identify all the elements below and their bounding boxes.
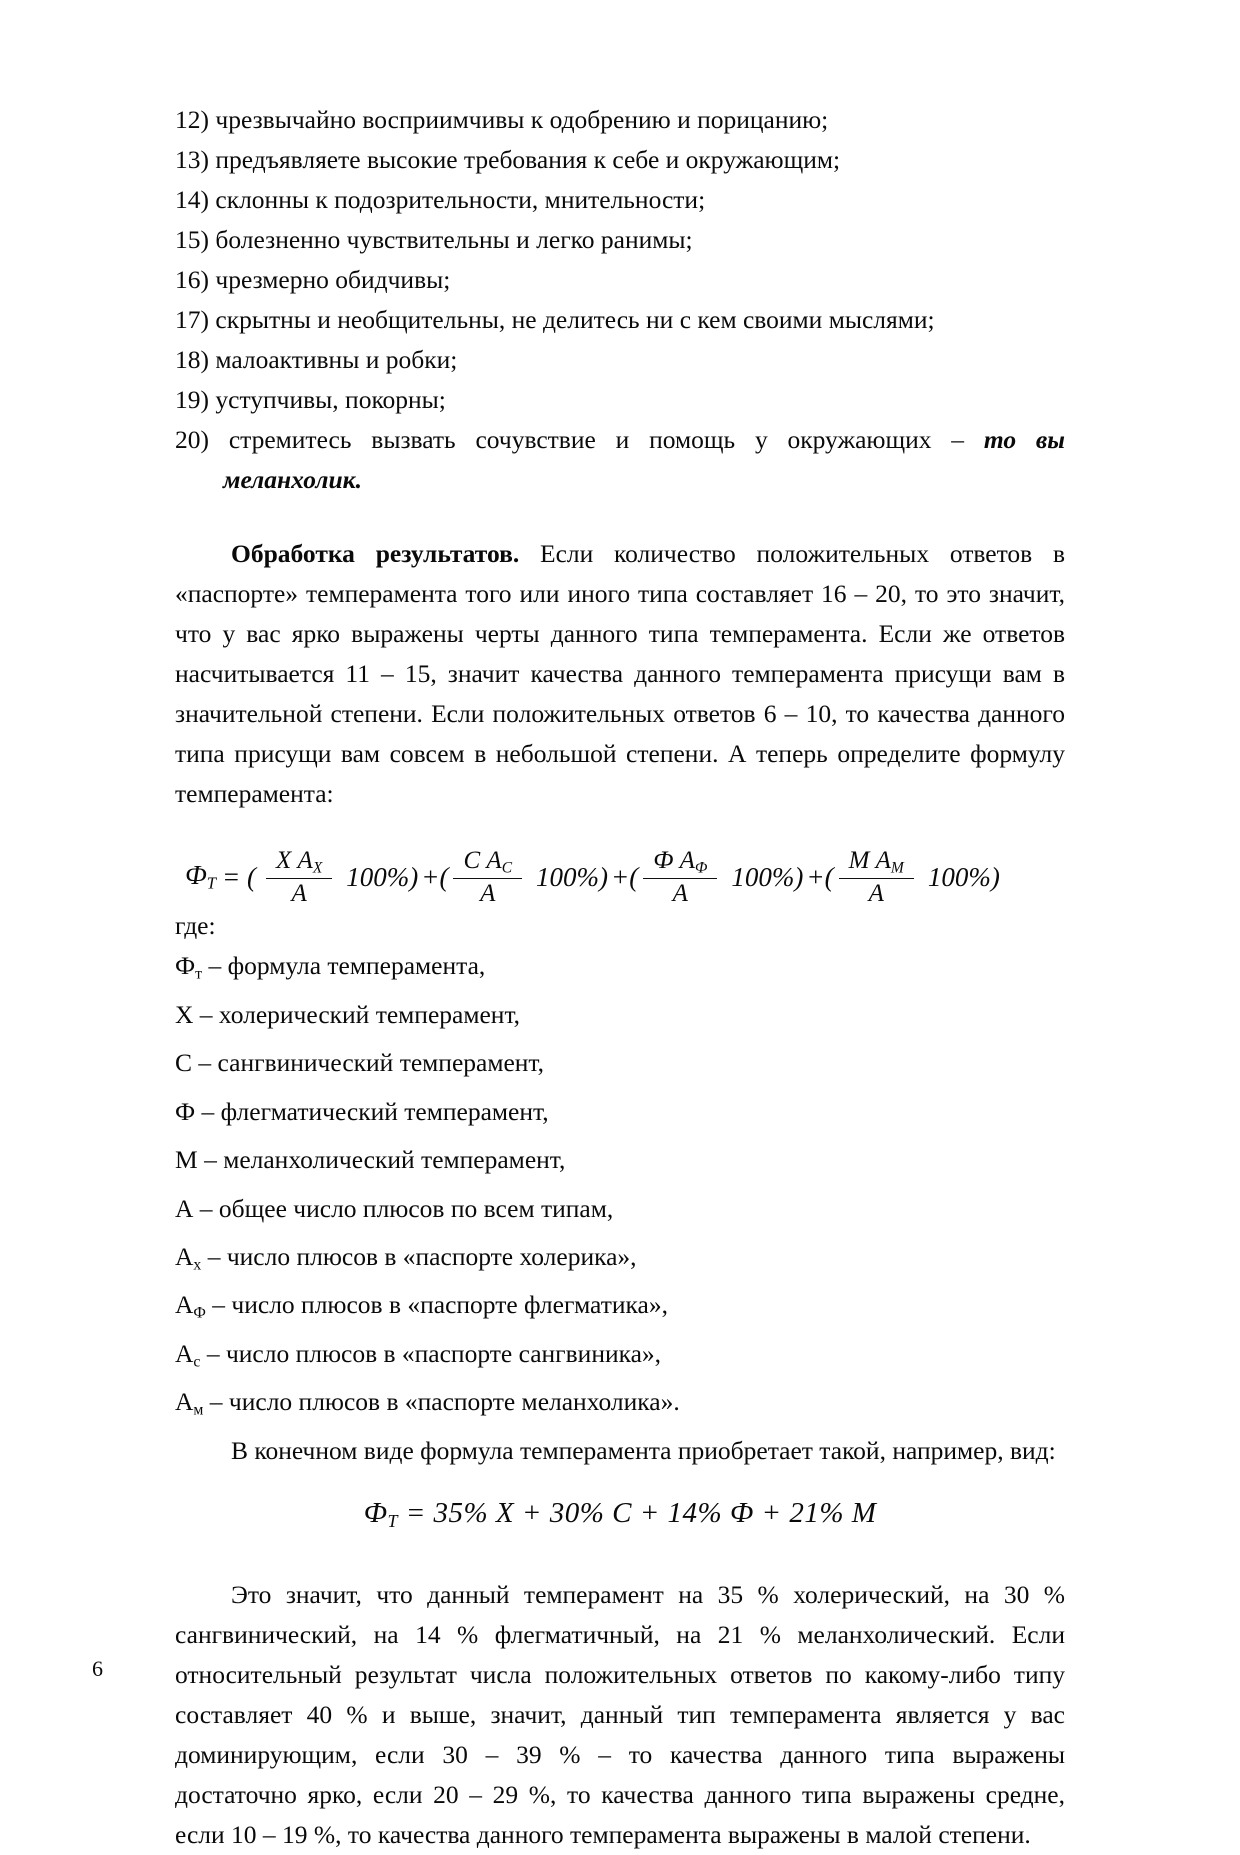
formula-joiner: +( [611, 861, 639, 892]
list-item-marker: 12) [175, 105, 209, 134]
legend-text: – сангвинический темперамент, [192, 1048, 545, 1078]
legend-text: – формула темперамента, [202, 951, 486, 981]
list-item [175, 180, 1065, 220]
final-lead-paragraph: В конечном виде формула темперамента приобретает такой, например, вид: [231, 1435, 1056, 1465]
spacer [175, 500, 1065, 534]
list-item-label: стремитесь вызвать сочувствие и помощь у окружающих – [228, 425, 965, 454]
symptom-list [175, 100, 1065, 500]
legend-item [175, 1189, 1065, 1237]
list-item-label: скрытны и необщительны, не делитесь ни с кем своими мыслями; [215, 305, 935, 334]
legend-symbol: Ф [175, 951, 196, 981]
legend-text: – общее число плюсов по всем типам, [193, 1193, 614, 1223]
legend-item [175, 1334, 1065, 1382]
list-item-emphasis: то вы [983, 425, 1066, 454]
legend-symbol: М [175, 1145, 198, 1175]
legend-item [175, 946, 1065, 994]
fraction-numerator: Ф $A_Ф$ [653, 847, 708, 877]
fraction-numerator: M $A_М$ [848, 847, 904, 877]
closing-paragraph: Это значит, что данный темперамент на 35 % холерический, на 30 % сангвинический, на 14 % флегматичный, на 21 % меланхолический. Если относительный результат числа положительных ответов по какому-либо типу составляет 40 % и выше, значит, данный тип темперамента является у вас доминирующим, если 30 – 39 % – то качества данного типа выражены достаточно ярко, если 20 – 29 %, то качества данного типа выражены средне, если 10 – 19 %, то качества данного темперамента выражены в малой степени. [175, 1579, 1065, 1849]
list-item-emphasis-continuation: меланхолик. [223, 465, 362, 494]
list-item [175, 300, 1065, 340]
list-item [175, 380, 1065, 420]
legend-text: – холерический темперамент, [193, 999, 521, 1029]
list-item-label: уступчивы, покорны; [215, 385, 446, 414]
formula-fraction-choleric [266, 848, 332, 906]
legend-symbol: А [175, 1338, 194, 1368]
list-item-marker: 15) [175, 225, 209, 254]
list-item [175, 100, 1065, 140]
legend-symbol: А [175, 1290, 194, 1320]
list-item-marker: 17) [175, 305, 209, 334]
where-label: где: [175, 911, 216, 941]
list-item [175, 140, 1065, 180]
legend-list [175, 946, 1065, 1430]
legend-symbol: Ф [175, 1096, 196, 1126]
list-item-label: склонны к подозрительности, мнительности; [215, 185, 706, 214]
legend-item [175, 1140, 1065, 1188]
list-item-20 [175, 420, 1065, 460]
formula-fraction-melancholic [839, 848, 914, 906]
list-item-marker: 19) [175, 385, 209, 414]
processing-body: Если количество положительных ответов в «паспорте» темперамента того или иного типа составляет 16 – 20, то это значит, что у вас ярко выражены черты данного типа темперамента. Если же ответов насчитывается 11 – 15, значит качества данного темперамента присущи вам в значительной степени. Если положительных ответов 6 – 10, то качества данного типа присущи вам совсем в небольшой степени. А теперь определите формулу темперамента: [175, 539, 1066, 808]
list-item [175, 260, 1065, 300]
list-item-label: чрезвычайно восприимчивы к одобрению и порицанию; [215, 105, 829, 134]
legend-text: – число плюсов в «паспорте флегматика», [205, 1290, 668, 1320]
spacer [175, 1471, 1065, 1493]
legend-item [175, 1237, 1065, 1285]
page-content [175, 100, 1065, 1855]
fraction-denominator: A [868, 880, 884, 908]
legend-item [175, 995, 1065, 1043]
formula-percent: 100%) [927, 861, 1000, 892]
legend-subscript: х [193, 1256, 202, 1274]
fraction-numerator: C $A_C$ [463, 847, 513, 877]
formula-joiner: +( [421, 861, 449, 892]
processing-heading: Обработка результатов. [231, 539, 520, 568]
formula-joiner: +( [806, 861, 834, 892]
list-item [175, 220, 1065, 260]
legend-symbol: А [175, 1241, 194, 1271]
spacer [175, 814, 1065, 848]
formula-equals: = ( [222, 861, 256, 892]
legend-text: – меланхолический темперамент, [197, 1145, 566, 1175]
list-item-20-continuation [175, 460, 1065, 500]
formula-percent: 100%) [731, 861, 804, 892]
list-item [175, 340, 1065, 380]
formula-percent: 100%) [536, 861, 609, 892]
legend-subscript: Ф [193, 1304, 206, 1322]
fraction-denominator: A [480, 880, 496, 908]
legend-subscript: т [195, 965, 203, 983]
page-number: 6 [92, 1656, 103, 1681]
fraction-denominator: A [672, 880, 688, 908]
list-item-marker: 16) [175, 265, 209, 294]
list-item-marker: 20) [175, 425, 209, 454]
legend-item [175, 1285, 1065, 1333]
final-temperament-formula [175, 1493, 1065, 1541]
legend-symbol: А [175, 1387, 194, 1417]
legend-item [175, 1382, 1065, 1430]
list-item-label: предъявляете высокие требования к себе и окружающим; [215, 145, 841, 174]
legend-text: – число плюсов в «паспорте холерика», [201, 1241, 637, 1271]
list-item-marker: 13) [175, 145, 209, 174]
legend-subscript: м [193, 1401, 204, 1419]
fraction-denominator: A [291, 880, 307, 908]
legend-symbol: Х [175, 999, 194, 1029]
spacer [175, 1541, 1065, 1575]
final-formula-rhs: = 35% Х + 30% С + 14% Ф + 21% М [405, 1496, 877, 1529]
legend-text: – флегматический темперамент, [195, 1096, 549, 1126]
list-item-marker: 14) [175, 185, 209, 214]
legend-item [175, 1043, 1065, 1091]
temperament-formula [185, 848, 1065, 906]
formula-fraction-sanguine [453, 848, 522, 906]
legend-text: – число плюсов в «паспорте меланхолика». [203, 1387, 680, 1417]
legend-symbol: С [175, 1048, 193, 1078]
legend-item [175, 1092, 1065, 1140]
list-item-label: болезненно чувствительны и легко ранимы; [215, 225, 693, 254]
processing-paragraph [175, 534, 1065, 814]
final-formula-lhs: $Ф_Т$ [363, 1496, 398, 1531]
legend-subscript: с [193, 1353, 201, 1371]
list-item-marker: 18) [175, 345, 209, 374]
list-item-label: чрезмерно обидчивы; [215, 265, 451, 294]
list-item-label: малоактивны и робки; [215, 345, 458, 374]
legend-symbol: А [175, 1193, 194, 1223]
legend-text: – число плюсов в «паспорте сангвиника», [200, 1338, 662, 1368]
formula-lhs: $Ф_Т$ [185, 860, 217, 893]
formula-fraction-phlegmatic [643, 848, 717, 906]
formula-percent: 100%) [346, 861, 419, 892]
fraction-numerator: X $A_X$ [276, 847, 323, 877]
